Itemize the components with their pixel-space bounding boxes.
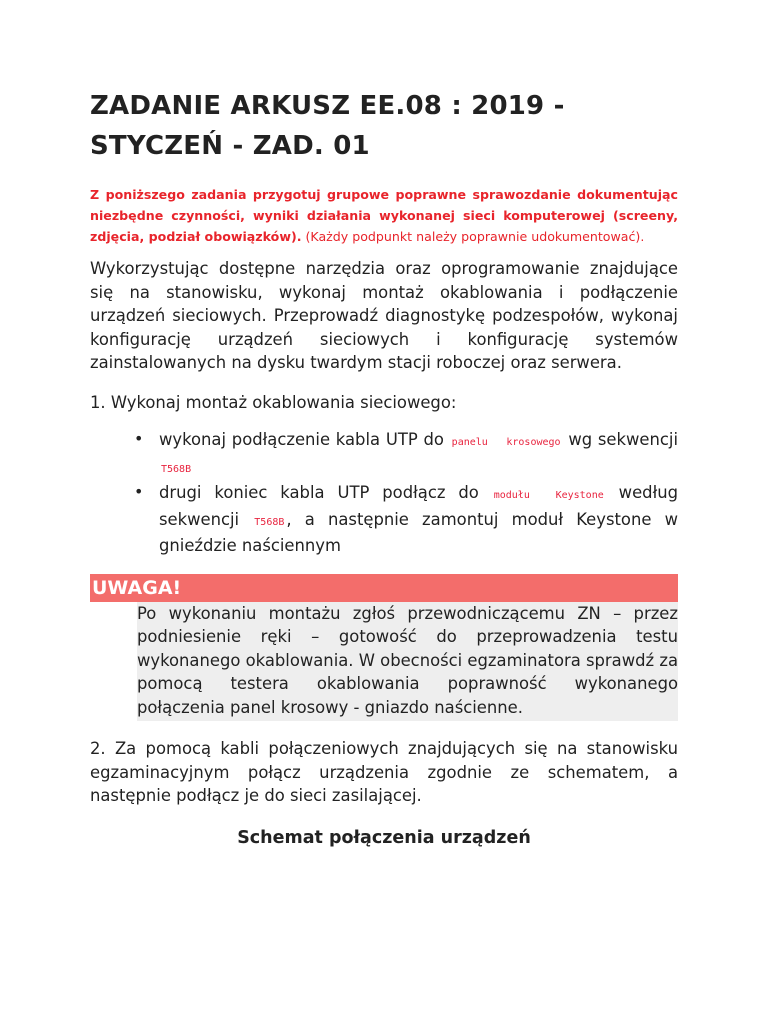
bullet1-text-b: wg sekwencji: [562, 430, 679, 449]
code-t568b: T568B: [254, 516, 285, 528]
warning-label: UWAGA!: [90, 574, 678, 602]
code-t568b: T568B: [161, 463, 192, 475]
list-item: [90, 481, 678, 558]
step-1-heading: 1. Wykonaj montaż okablowania sieciowego:: [90, 392, 457, 412]
step-1-list: [90, 428, 678, 558]
bullet2-text-c: , a następnie zamontuj moduł Keystone w gnieździe naściennym: [159, 509, 678, 555]
document-page: [90, 86, 678, 848]
diagram-title: Schemat połączenia urządzeń: [237, 827, 531, 848]
report-instructions: [90, 184, 678, 247]
bullet1-text-a: wykonaj podłączenie kabla UTP do: [159, 430, 450, 449]
code-modul-keystone: modułu Keystone: [493, 490, 604, 501]
list-item: [90, 428, 678, 481]
intro-paragraph: Wykorzystując dostępne narzędzia oraz oprogramowanie znajdujące się na stanowisku, wykonaj montaż okablowania i podłączenie urządzeń sieciowych. Przeprowadź diagnostykę podzespołów, wykonaj konfigurację urządzeń sieciowych i konfigurację systemów zainstalowanych na dysku twardym stacji roboczej oraz serwera.: [90, 259, 678, 372]
title-line-2: STYCZEŃ - ZAD. 01: [90, 131, 370, 161]
code-panel-krosowy: panelu krosowego: [451, 437, 561, 448]
warning-text: Po wykonaniu montażu zgłoś przewodniczącemu ZN – przez podniesienie ręki – gotowość do przeprowadzenia testu wykonanego okablowania. W obecności egzaminatora sprawdź za pomocą testera okablowania poprawność wykonanego połączenia panel krosowy - gniazdo naścienne.: [137, 602, 678, 722]
instructions-bold: Z poniższego zadania przygotuj grupowe poprawne sprawozdanie dokumentując niezbędne czynności, wyniki działania wykonanej sieci komputerowej (screeny, zdjęcia, podział obowiązków).: [90, 187, 678, 244]
page-title: [90, 86, 678, 166]
instructions-normal: (Każdy podpunkt należy poprawnie udokumentować).: [301, 229, 645, 244]
step-2-paragraph: 2. Za pomocą kabli połączeniowych znajdujących się na stanowisku egzaminacyjnym połącz urządzenia zgodnie ze schematem, a następnie podłącz je do sieci zasilającej.: [90, 739, 678, 805]
bullet2-text-b: według sekwencji: [159, 483, 679, 529]
bullet2-text-a: drugi koniec kabla UTP podłącz do: [159, 483, 492, 502]
title-line-1: ZADANIE ARKUSZ EE.08 : 2019 -: [90, 91, 565, 121]
